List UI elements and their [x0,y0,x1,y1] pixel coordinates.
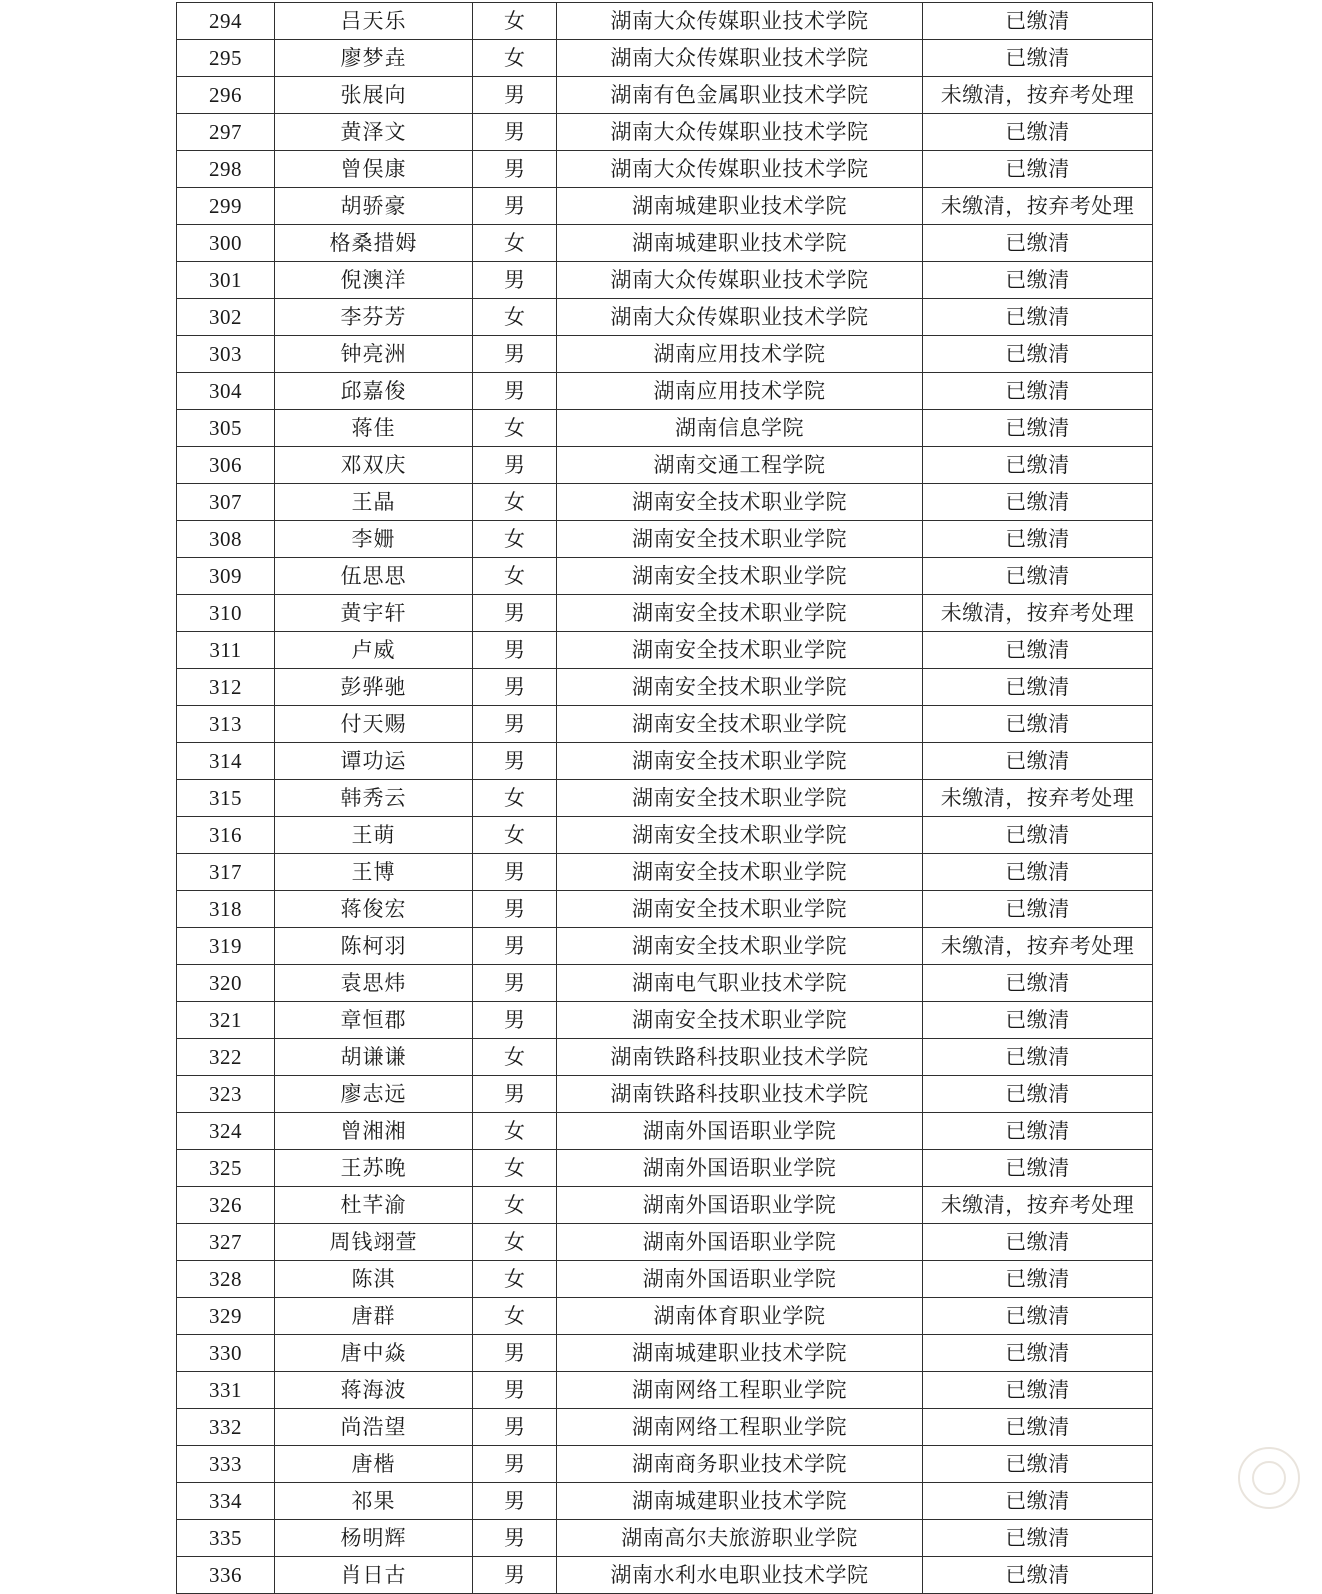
cell-school: 湖南安全技术职业学院 [557,706,923,743]
table-row [177,928,1153,965]
table-row [177,632,1153,669]
cell-serial-number: 295 [177,40,275,77]
cell-payment-status: 已缴清 [923,1261,1153,1298]
cell-serial-number: 309 [177,558,275,595]
cell-student-name: 蒋佳 [275,410,473,447]
cell-payment-status: 已缴清 [923,1224,1153,1261]
cell-school: 湖南电气职业技术学院 [557,965,923,1002]
cell-school: 湖南水利水电职业技术学院 [557,1557,923,1594]
cell-serial-number: 326 [177,1187,275,1224]
cell-serial-number: 316 [177,817,275,854]
cell-payment-status: 已缴清 [923,1039,1153,1076]
cell-gender: 男 [473,706,557,743]
cell-student-name: 王萌 [275,817,473,854]
cell-student-name: 钟亮洲 [275,336,473,373]
cell-gender: 男 [473,928,557,965]
cell-gender: 男 [473,1483,557,1520]
cell-gender: 女 [473,40,557,77]
cell-serial-number: 303 [177,336,275,373]
cell-payment-status: 已缴清 [923,447,1153,484]
cell-payment-status: 已缴清 [923,817,1153,854]
table-body [177,3,1153,1594]
cell-serial-number: 302 [177,299,275,336]
cell-gender: 男 [473,1446,557,1483]
cell-school: 湖南应用技术学院 [557,336,923,373]
cell-payment-status: 已缴清 [923,1409,1153,1446]
cell-gender: 男 [473,891,557,928]
cell-serial-number: 296 [177,77,275,114]
table-row [177,373,1153,410]
table-row [177,1002,1153,1039]
cell-gender: 男 [473,1372,557,1409]
cell-gender: 女 [473,1187,557,1224]
cell-school: 湖南安全技术职业学院 [557,632,923,669]
cell-serial-number: 320 [177,965,275,1002]
cell-school: 湖南安全技术职业学院 [557,891,923,928]
cell-serial-number: 297 [177,114,275,151]
table-row [177,1187,1153,1224]
cell-payment-status: 未缴清，按弃考处理 [923,928,1153,965]
cell-serial-number: 306 [177,447,275,484]
cell-school: 湖南安全技术职业学院 [557,854,923,891]
cell-payment-status: 未缴清，按弃考处理 [923,595,1153,632]
cell-serial-number: 305 [177,410,275,447]
cell-payment-status: 已缴清 [923,225,1153,262]
table-row [177,780,1153,817]
table-row [177,336,1153,373]
cell-school: 湖南安全技术职业学院 [557,743,923,780]
table-row [177,77,1153,114]
cell-gender: 男 [473,1520,557,1557]
cell-payment-status: 已缴清 [923,3,1153,40]
cell-payment-status: 已缴清 [923,40,1153,77]
cell-school: 湖南安全技术职业学院 [557,558,923,595]
cell-school: 湖南网络工程职业学院 [557,1372,923,1409]
cell-student-name: 廖梦垚 [275,40,473,77]
cell-payment-status: 已缴清 [923,1002,1153,1039]
cell-gender: 男 [473,373,557,410]
cell-school: 湖南城建职业技术学院 [557,225,923,262]
table-row [177,410,1153,447]
cell-gender: 男 [473,743,557,780]
cell-payment-status: 已缴清 [923,299,1153,336]
cell-payment-status: 已缴清 [923,706,1153,743]
cell-payment-status: 已缴清 [923,669,1153,706]
table-row [177,743,1153,780]
table-row [177,225,1153,262]
cell-student-name: 李姗 [275,521,473,558]
cell-school: 湖南大众传媒职业技术学院 [557,299,923,336]
cell-gender: 女 [473,299,557,336]
cell-student-name: 陈柯羽 [275,928,473,965]
table-row [177,484,1153,521]
cell-serial-number: 315 [177,780,275,817]
table-row [177,1298,1153,1335]
cell-payment-status: 已缴清 [923,1483,1153,1520]
cell-student-name: 倪澳洋 [275,262,473,299]
cell-gender: 女 [473,410,557,447]
cell-student-name: 杜芊渝 [275,1187,473,1224]
cell-student-name: 曾湘湘 [275,1113,473,1150]
cell-serial-number: 330 [177,1335,275,1372]
document-page [0,2,1322,1587]
cell-student-name: 王晶 [275,484,473,521]
cell-school: 湖南大众传媒职业技术学院 [557,40,923,77]
cell-serial-number: 299 [177,188,275,225]
cell-payment-status: 已缴清 [923,1150,1153,1187]
cell-gender: 男 [473,151,557,188]
cell-serial-number: 321 [177,1002,275,1039]
cell-student-name: 唐中焱 [275,1335,473,1372]
table-row [177,1076,1153,1113]
cell-school: 湖南大众传媒职业技术学院 [557,262,923,299]
cell-student-name: 肖日古 [275,1557,473,1594]
cell-serial-number: 298 [177,151,275,188]
cell-gender: 男 [473,188,557,225]
table-row [177,3,1153,40]
table-row [177,1113,1153,1150]
cell-serial-number: 317 [177,854,275,891]
cell-school: 湖南外国语职业学院 [557,1113,923,1150]
cell-student-name: 祁果 [275,1483,473,1520]
cell-student-name: 蒋俊宏 [275,891,473,928]
cell-payment-status: 已缴清 [923,521,1153,558]
table-row [177,817,1153,854]
cell-payment-status: 已缴清 [923,1520,1153,1557]
cell-payment-status: 已缴清 [923,1076,1153,1113]
cell-serial-number: 310 [177,595,275,632]
table-row [177,151,1153,188]
table-row [177,1557,1153,1594]
cell-serial-number: 334 [177,1483,275,1520]
cell-gender: 女 [473,1039,557,1076]
cell-payment-status: 未缴清，按弃考处理 [923,188,1153,225]
cell-gender: 男 [473,669,557,706]
table-row [177,1039,1153,1076]
cell-payment-status: 已缴清 [923,336,1153,373]
table-row [177,1224,1153,1261]
cell-gender: 女 [473,817,557,854]
cell-payment-status: 已缴清 [923,1446,1153,1483]
cell-serial-number: 294 [177,3,275,40]
cell-school: 湖南安全技术职业学院 [557,669,923,706]
cell-payment-status: 已缴清 [923,373,1153,410]
cell-student-name: 黄宇轩 [275,595,473,632]
watermark-seal [1238,1447,1300,1509]
table-row [177,1261,1153,1298]
cell-payment-status: 已缴清 [923,965,1153,1002]
cell-payment-status: 已缴清 [923,558,1153,595]
cell-student-name: 伍思思 [275,558,473,595]
table-row [177,558,1153,595]
cell-student-name: 格桑措姆 [275,225,473,262]
cell-payment-status: 已缴清 [923,262,1153,299]
student-payment-table [176,2,1153,1594]
cell-serial-number: 325 [177,1150,275,1187]
table-row [177,299,1153,336]
cell-serial-number: 318 [177,891,275,928]
cell-serial-number: 319 [177,928,275,965]
cell-school: 湖南城建职业技术学院 [557,1483,923,1520]
table-row [177,521,1153,558]
cell-school: 湖南安全技术职业学院 [557,1002,923,1039]
cell-student-name: 周钱翊萱 [275,1224,473,1261]
cell-serial-number: 328 [177,1261,275,1298]
cell-student-name: 廖志远 [275,1076,473,1113]
cell-payment-status: 已缴清 [923,114,1153,151]
cell-student-name: 李芬芳 [275,299,473,336]
cell-payment-status: 已缴清 [923,743,1153,780]
cell-serial-number: 324 [177,1113,275,1150]
cell-student-name: 章恒郡 [275,1002,473,1039]
cell-student-name: 吕天乐 [275,3,473,40]
cell-payment-status: 已缴清 [923,1372,1153,1409]
cell-gender: 男 [473,854,557,891]
cell-student-name: 袁思炜 [275,965,473,1002]
cell-serial-number: 327 [177,1224,275,1261]
cell-student-name: 蒋海波 [275,1372,473,1409]
cell-school: 湖南商务职业技术学院 [557,1446,923,1483]
table-row [177,706,1153,743]
cell-gender: 男 [473,262,557,299]
cell-student-name: 谭功运 [275,743,473,780]
cell-payment-status: 已缴清 [923,891,1153,928]
cell-gender: 男 [473,77,557,114]
cell-gender: 女 [473,1113,557,1150]
cell-gender: 女 [473,484,557,521]
cell-school: 湖南铁路科技职业技术学院 [557,1039,923,1076]
cell-student-name: 王博 [275,854,473,891]
cell-school: 湖南大众传媒职业技术学院 [557,114,923,151]
cell-school: 湖南体育职业学院 [557,1298,923,1335]
cell-gender: 男 [473,1557,557,1594]
cell-school: 湖南外国语职业学院 [557,1187,923,1224]
cell-serial-number: 300 [177,225,275,262]
cell-gender: 男 [473,447,557,484]
table-row [177,114,1153,151]
cell-gender: 女 [473,3,557,40]
cell-school: 湖南安全技术职业学院 [557,521,923,558]
cell-student-name: 邓双庆 [275,447,473,484]
cell-student-name: 杨明辉 [275,1520,473,1557]
cell-serial-number: 336 [177,1557,275,1594]
table-row [177,1520,1153,1557]
cell-gender: 女 [473,521,557,558]
cell-school: 湖南安全技术职业学院 [557,928,923,965]
cell-school: 湖南安全技术职业学院 [557,780,923,817]
cell-payment-status: 已缴清 [923,151,1153,188]
cell-student-name: 陈淇 [275,1261,473,1298]
cell-gender: 男 [473,1409,557,1446]
cell-student-name: 胡骄豪 [275,188,473,225]
cell-serial-number: 301 [177,262,275,299]
cell-school: 湖南信息学院 [557,410,923,447]
cell-school: 湖南安全技术职业学院 [557,817,923,854]
cell-gender: 女 [473,1298,557,1335]
cell-serial-number: 307 [177,484,275,521]
cell-gender: 女 [473,1261,557,1298]
cell-payment-status: 未缴清，按弃考处理 [923,1187,1153,1224]
cell-payment-status: 已缴清 [923,1113,1153,1150]
table-row [177,1372,1153,1409]
cell-payment-status: 已缴清 [923,854,1153,891]
cell-school: 湖南城建职业技术学院 [557,1335,923,1372]
cell-student-name: 付天赐 [275,706,473,743]
cell-student-name: 唐群 [275,1298,473,1335]
cell-serial-number: 329 [177,1298,275,1335]
cell-serial-number: 311 [177,632,275,669]
cell-school: 湖南交通工程学院 [557,447,923,484]
table-row [177,1335,1153,1372]
cell-school: 湖南有色金属职业技术学院 [557,77,923,114]
cell-school: 湖南城建职业技术学院 [557,188,923,225]
cell-gender: 女 [473,225,557,262]
table-row [177,1409,1153,1446]
cell-student-name: 邱嘉俊 [275,373,473,410]
cell-gender: 男 [473,1076,557,1113]
cell-student-name: 王苏晚 [275,1150,473,1187]
cell-gender: 男 [473,595,557,632]
table-row [177,595,1153,632]
table-row [177,669,1153,706]
cell-school: 湖南安全技术职业学院 [557,595,923,632]
cell-serial-number: 322 [177,1039,275,1076]
cell-payment-status: 已缴清 [923,632,1153,669]
cell-student-name: 张展向 [275,77,473,114]
cell-school: 湖南外国语职业学院 [557,1261,923,1298]
cell-serial-number: 312 [177,669,275,706]
cell-school: 湖南应用技术学院 [557,373,923,410]
cell-gender: 女 [473,780,557,817]
table-row [177,1483,1153,1520]
cell-school: 湖南网络工程职业学院 [557,1409,923,1446]
cell-gender: 女 [473,1150,557,1187]
cell-payment-status: 未缴清，按弃考处理 [923,780,1153,817]
cell-gender: 男 [473,1335,557,1372]
cell-school: 湖南安全技术职业学院 [557,484,923,521]
cell-school: 湖南外国语职业学院 [557,1224,923,1261]
cell-payment-status: 已缴清 [923,1557,1153,1594]
cell-serial-number: 313 [177,706,275,743]
cell-student-name: 唐楷 [275,1446,473,1483]
cell-payment-status: 已缴清 [923,410,1153,447]
cell-serial-number: 333 [177,1446,275,1483]
table-row [177,447,1153,484]
cell-school: 湖南铁路科技职业技术学院 [557,1076,923,1113]
table-row [177,965,1153,1002]
table-row [177,262,1153,299]
cell-student-name: 曾俣康 [275,151,473,188]
cell-payment-status: 已缴清 [923,484,1153,521]
cell-student-name: 胡谦谦 [275,1039,473,1076]
cell-gender: 男 [473,632,557,669]
cell-school: 湖南大众传媒职业技术学院 [557,151,923,188]
cell-serial-number: 323 [177,1076,275,1113]
table-row [177,188,1153,225]
table-row [177,1150,1153,1187]
cell-school: 湖南大众传媒职业技术学院 [557,3,923,40]
cell-serial-number: 332 [177,1409,275,1446]
table-row [177,1446,1153,1483]
table-row [177,854,1153,891]
cell-serial-number: 304 [177,373,275,410]
cell-school: 湖南外国语职业学院 [557,1150,923,1187]
cell-student-name: 韩秀云 [275,780,473,817]
cell-student-name: 彭骅驰 [275,669,473,706]
cell-payment-status: 已缴清 [923,1298,1153,1335]
cell-gender: 男 [473,965,557,1002]
cell-gender: 男 [473,1002,557,1039]
cell-serial-number: 331 [177,1372,275,1409]
table-row [177,891,1153,928]
cell-payment-status: 未缴清，按弃考处理 [923,77,1153,114]
table-row [177,40,1153,77]
cell-gender: 女 [473,558,557,595]
cell-gender: 男 [473,336,557,373]
cell-serial-number: 335 [177,1520,275,1557]
cell-serial-number: 308 [177,521,275,558]
cell-student-name: 卢威 [275,632,473,669]
cell-gender: 男 [473,114,557,151]
cell-payment-status: 已缴清 [923,1335,1153,1372]
cell-student-name: 黄泽文 [275,114,473,151]
cell-serial-number: 314 [177,743,275,780]
cell-gender: 女 [473,1224,557,1261]
cell-student-name: 尚浩望 [275,1409,473,1446]
cell-school: 湖南高尔夫旅游职业学院 [557,1520,923,1557]
